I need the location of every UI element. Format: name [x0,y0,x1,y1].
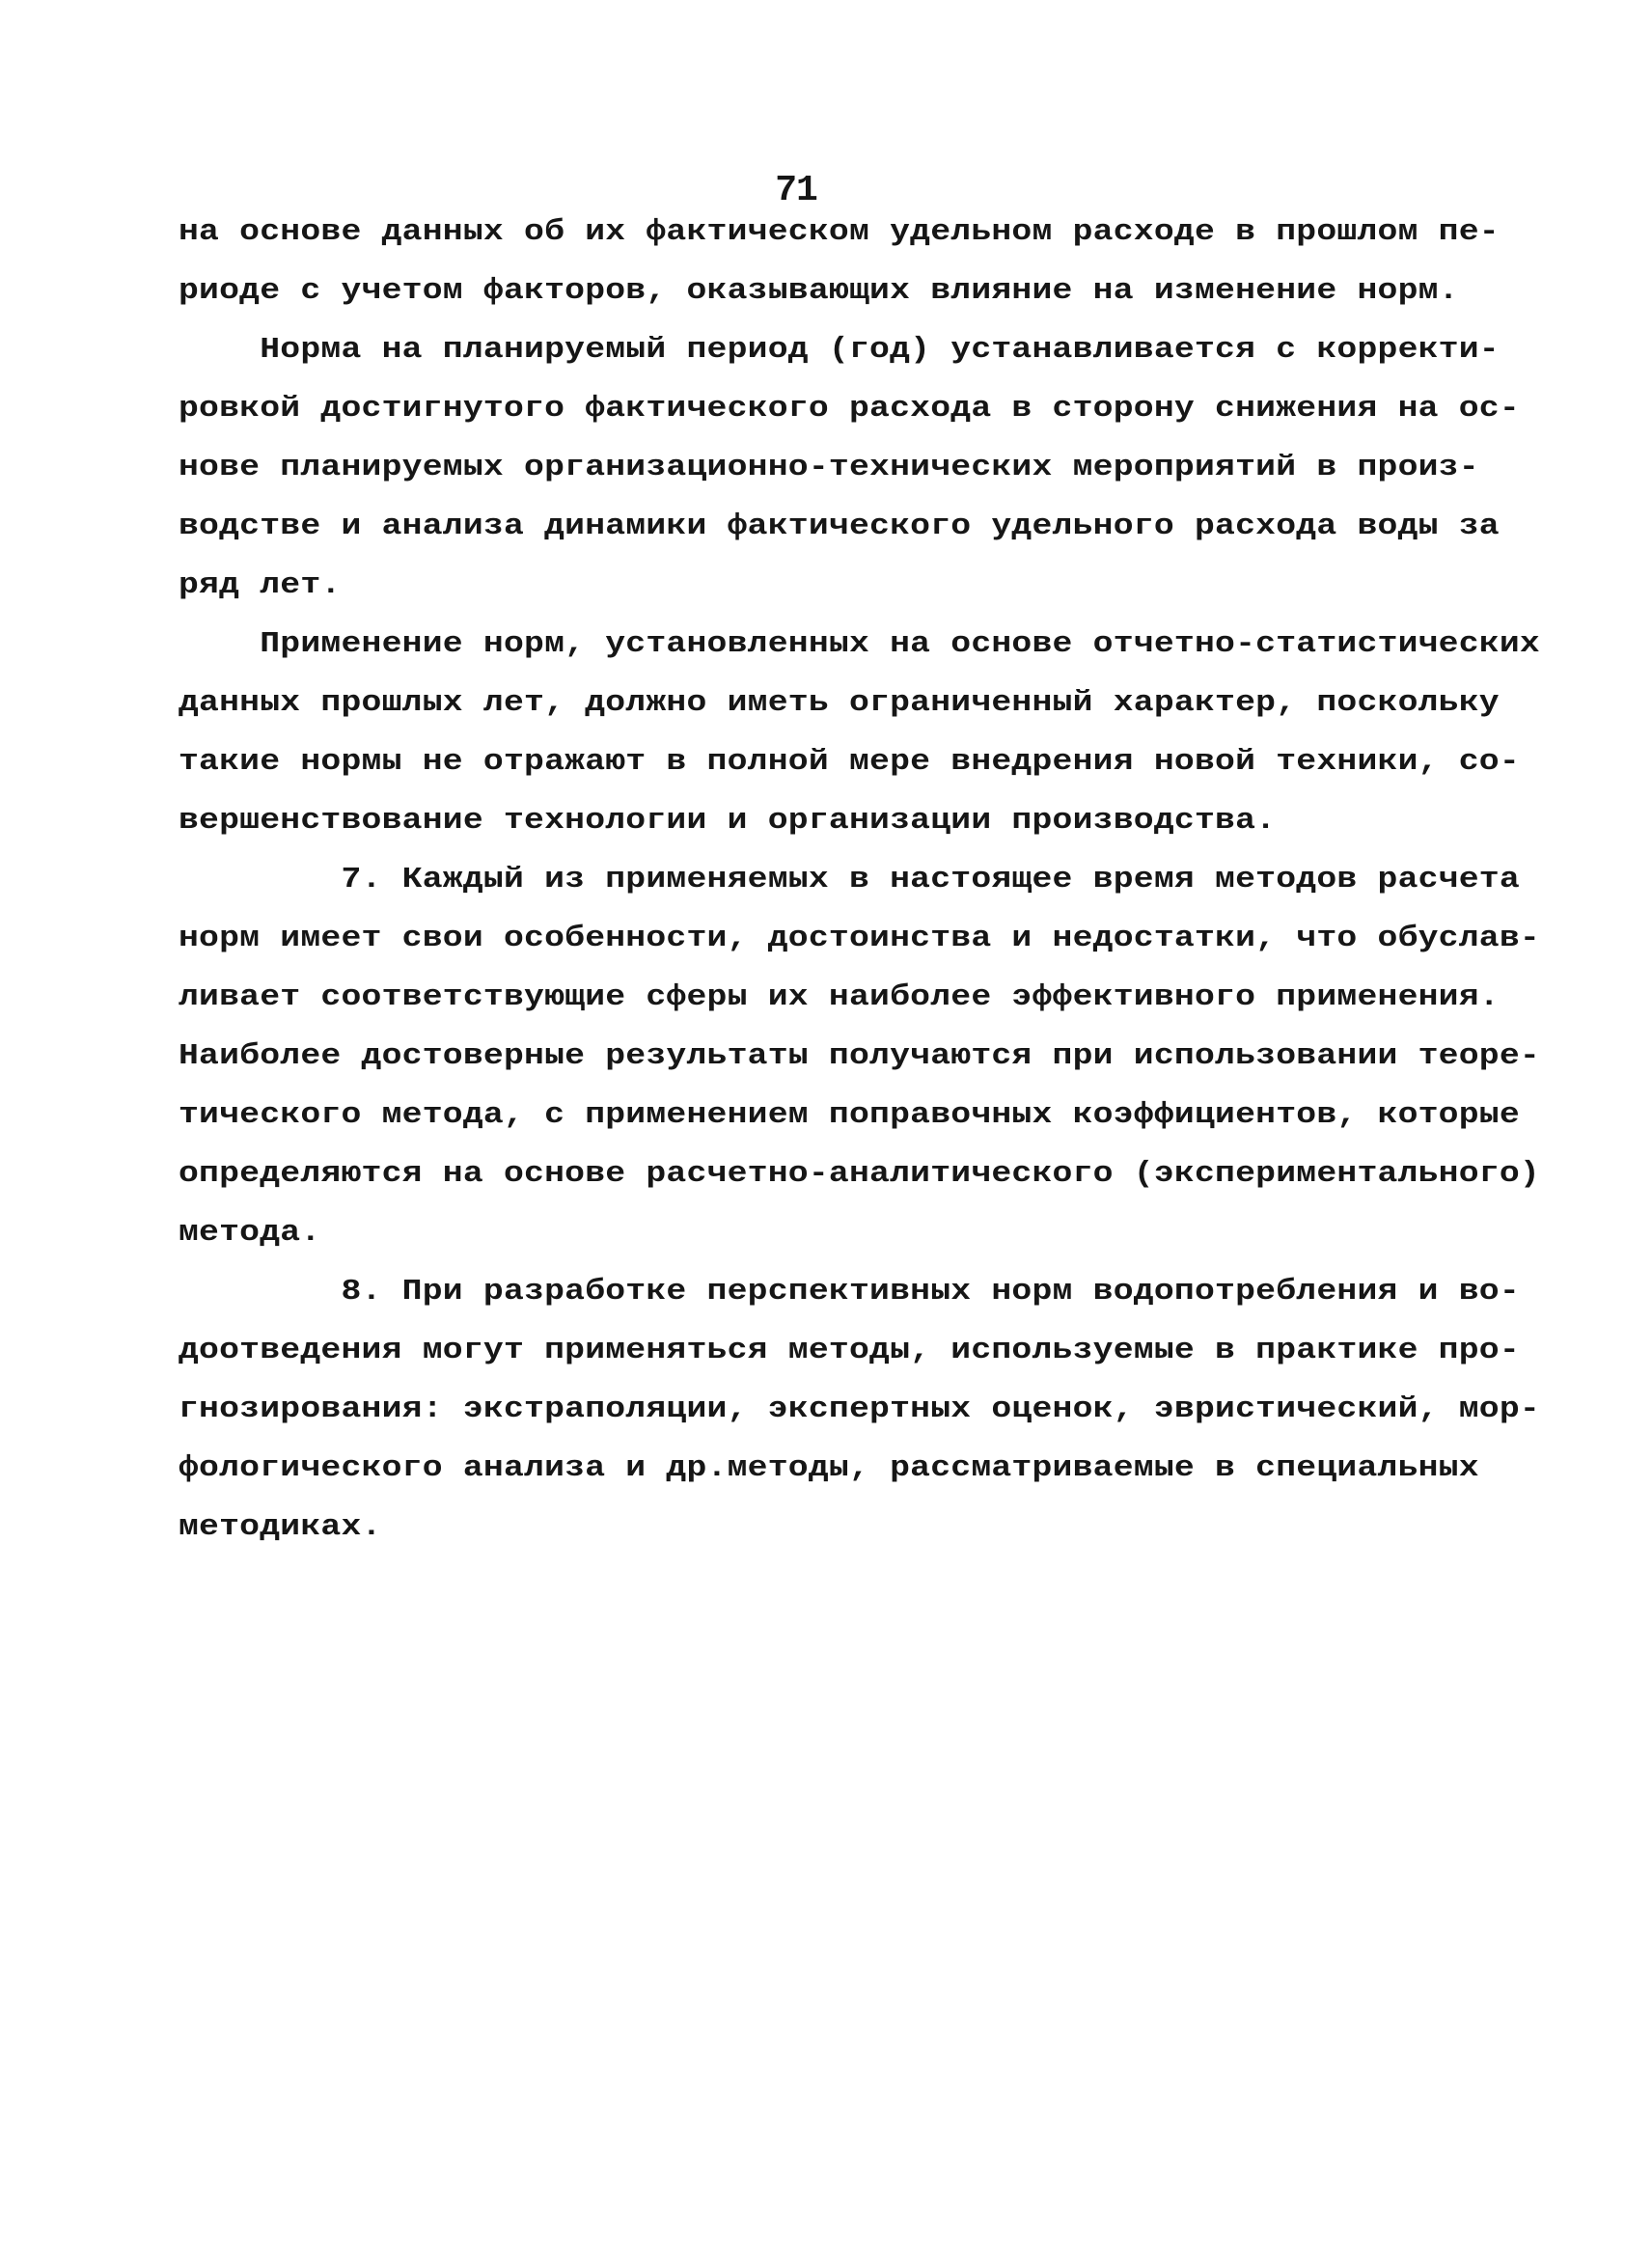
text-line: Норма на планируемый период (год) устанавливается с корректи- [179,333,1500,367]
text-line: ровкой достигнутого фактического расхода в сторону снижения на ос- [179,392,1520,426]
text-line: методиках. [179,1510,382,1544]
text-line: вершенствование технологии и организации производства. [179,804,1277,838]
text-line: такие нормы не отражают в полной мере внедрения новой техники, со- [179,745,1520,779]
text-line: фологического анализа и др.методы, рассматриваемые в специальных [179,1451,1479,1485]
text-line: тического метода, с применением поправочных коэффициентов, которые [179,1098,1520,1132]
text-line: данных прошлых лет, должно иметь ограниченный характер, поскольку [179,686,1500,720]
page-number: 71 [775,170,817,211]
text-line: ливает соответствующие сферы их наиболее эффективного применения. [179,980,1500,1014]
text-line: гнозирования: экстраполяции, экспертных оценок, эвристический, мор- [179,1392,1540,1426]
text-line: нове планируемых организационно-технических мероприятий в произ- [179,451,1479,484]
text-line: определяются на основе расчетно-аналитического (экспериментального) [179,1157,1540,1191]
text-line: доотведения могут применяться методы, используемые в практике про- [179,1334,1520,1367]
text-line: водстве и анализа динамики фактического удельного расхода воды за [179,510,1500,543]
text-line: 8. При разработке перспективных норм водопотребления и во- [179,1275,1520,1309]
text-line: норм имеет свои особенности, достоинства и недостатки, что обуслав- [179,922,1540,955]
text-line: 7. Каждый из применяемых в настоящее время методов расчета [179,863,1520,896]
text-line: риоде с учетом факторов, оказывающих влияние на изменение норм. [179,274,1459,308]
text-line: Наиболее достоверные результаты получаются при использовании теоре- [179,1039,1540,1073]
text-line: Применение норм, установленных на основе отчетно-статистических [179,627,1540,661]
body-text [179,203,1540,1557]
text-line: ряд лет. [179,568,342,602]
text-line: на основе данных об их фактическом удельном расходе в прошлом пе- [179,215,1500,249]
text-line: метода. [179,1216,321,1250]
